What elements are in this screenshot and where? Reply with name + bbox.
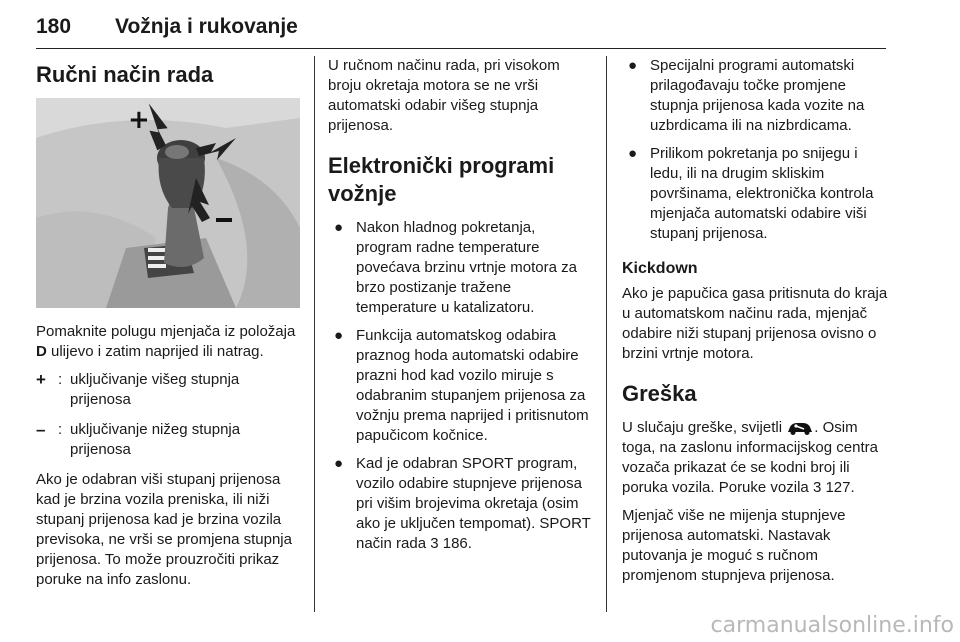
- column-3: [622, 56, 888, 594]
- kickdown-paragraph: Ako je papučica gasa pritisnuta do kraja u automatskom načinu rada, mjenjač odabire niži stupanj prijenosa ovisno o brzini vrtnje motora.: [622, 285, 888, 362]
- manual-mode-rpm-paragraph: U ručnom načinu rada, pri visokom broju okretaja motora se ne vrši automatski odabir višeg stupnja prijenosa.: [328, 57, 560, 134]
- list-item: ● Kad je odabran SPORT program, vozilo odabire stupnjeve prijenosa pri višim brojevima okretaja (osim ako je uključen tempomat). SPORT način rada 3 186.: [334, 455, 591, 552]
- svg-text:+: +: [128, 105, 150, 135]
- column-divider: [606, 56, 607, 612]
- driving-programs-heading: Elektronički programi vožnje: [328, 153, 555, 206]
- car-wrench-icon: [786, 420, 814, 436]
- position-d: D: [36, 343, 47, 360]
- downshift-text: uključivanje nižeg stupnja prijenosa: [70, 421, 241, 458]
- gear-lever-illustration: [36, 98, 300, 308]
- watermark: carmanualsonline.info: [710, 613, 954, 638]
- manual-mode-heading: Ručni način rada: [36, 62, 214, 87]
- page-ref: 127.: [825, 479, 855, 496]
- upshift-definition: + : uključivanje višeg stupnja prijenosa: [36, 370, 300, 410]
- driving-programs-list: [328, 218, 592, 554]
- error-paragraph: U slučaju greške, svijetli . Osim toga, na zaslonu informacijskog centra vozača prikazat će se kodni broj ili poruka vozila. Poruke vozila 3 127.: [622, 419, 878, 496]
- downshift-definition: – : uključivanje nižeg stupnja prijenosa: [36, 420, 300, 460]
- bullet: ●: [334, 219, 344, 236]
- shift-limit-paragraph: Ako je odabran viši stupanj prijenosa kad je brzina vozila preniska, ili niži stupanj prijenosa kad je brzina vozila previsoka, ne vrši se promjena stupnja prijenosa. To može prouzročiti prikaz poruke na info zaslonu.: [36, 471, 292, 588]
- page-ref-arrow: 3: [430, 535, 439, 552]
- upshift-text: uključivanje višeg stupnja prijenosa: [70, 371, 240, 408]
- column-1: [36, 56, 300, 598]
- page-ref: 186.: [442, 535, 472, 552]
- bullet: ●: [628, 57, 638, 74]
- list-item: ● Prilikom pokretanja po snijegu i ledu, ili na drugim skliskim površinama, elektronička kontrola mjenjača automatski odabire viši stupanj prijenosa.: [628, 145, 874, 242]
- bullet: ●: [628, 145, 638, 162]
- page-ref-arrow: 3: [812, 479, 822, 496]
- section-title: Vožnja i rukovanje: [115, 15, 298, 38]
- error-paragraph-2: Mjenjač više ne mijenja stupnjeve prijenosa automatski. Nastavak putovanja je moguć s ručnom promjenom stupnjeva prijenosa.: [622, 507, 846, 584]
- manual-mode-intro: Pomaknite polugu mjenjača iz položaja D ulijevo i zatim naprijed ili natrag.: [36, 323, 296, 360]
- minus-symbol: –: [36, 420, 46, 439]
- kickdown-heading: Kickdown: [622, 260, 698, 277]
- error-heading: Greška: [622, 381, 697, 406]
- bullet: ●: [334, 327, 344, 344]
- list-item: ● Funkcija automatskog odabira praznog hoda automatski odabire prazni hod kad vozilo miruje s odabranim stupanjem prijenosa za vožnju prema naprijed i pritisnutom papučicom kočnice.: [334, 327, 589, 444]
- list-item: ● Specijalni programi automatski prilagođavaju točke promjene stupnja prijenosa kada vozite na uzbrdicama ili na nizbrdicama.: [628, 57, 865, 134]
- page-number: 180: [36, 15, 72, 38]
- column-divider: [314, 56, 315, 612]
- plus-symbol: +: [36, 370, 46, 389]
- column-2: [328, 56, 592, 562]
- list-item: ● Nakon hladnog pokretanja, program radne temperature povećava brzinu vrtnje motora za brzo postizanje tražene temperature u katalizatoru.: [334, 219, 577, 316]
- bullet: ●: [334, 455, 344, 472]
- page-header: [36, 10, 886, 49]
- driving-programs-list-continued: [622, 56, 888, 244]
